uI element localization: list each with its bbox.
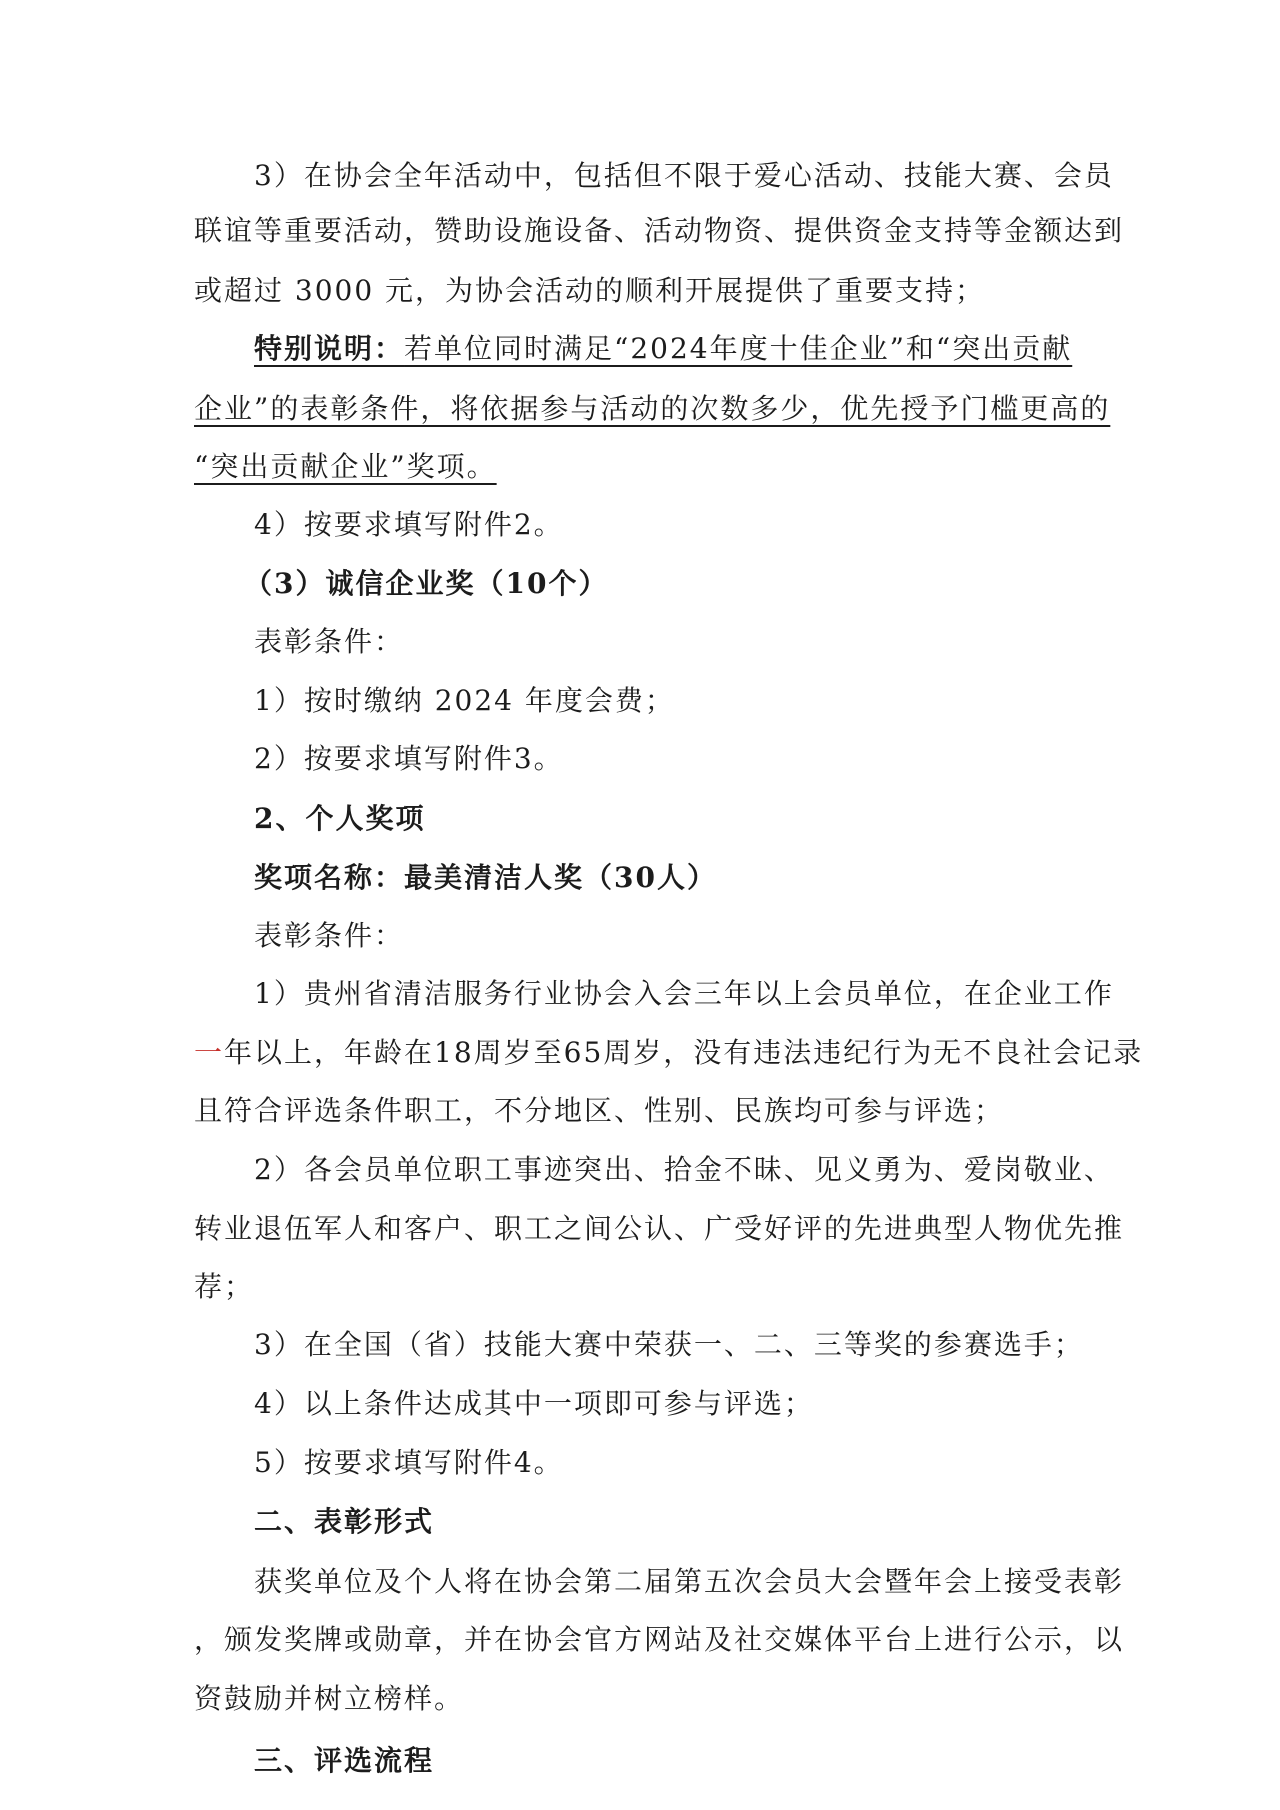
individual-item2-line3: 荐； [194,1270,255,1303]
individual-award-name: 奖项名称：最美清洁人奖（30人） [254,861,717,894]
item4: 4）按要求填写附件2。 [254,508,564,541]
integrity-award-title: （3）诚信企业奖（10个） [244,567,609,600]
item3-line2: 联谊等重要活动，赞助设施设备、活动物资、提供资金支持等金额达到 [194,214,1125,247]
individual-item2-line1: 2）各会员单位职工事迹突出、拾金不昧、见义勇为、爱岗敬业、 [254,1153,1114,1186]
section2-line3: 资鼓励并树立榜样。 [194,1682,465,1715]
individual-criteria-label: 表彰条件： [254,919,405,952]
individual-item1-line2 [194,1033,1143,1073]
item3-line3: 或超过 3000 元，为协会活动的顺利开展提供了重要支持； [194,274,986,307]
section2-line2: ，颁发奖牌或勋章，并在协会官方网站及社交媒体平台上进行公示，以 [194,1623,1125,1656]
section2-heading: 二、表彰形式 [254,1505,435,1538]
section3-heading: 三、评选流程 [254,1744,435,1777]
individual-item3: 3）在全国（省）技能大赛中荣获一、二、三等奖的参赛选手； [254,1328,1084,1361]
special-note-line3: “突出贡献企业”奖项。 [194,450,497,483]
special-note-line2: 企业”的表彰条件，将依据参与活动的次数多少，优先授予门槛更高的 [194,392,1111,425]
special-note-line1 [254,329,1072,369]
integrity-criteria-label: 表彰条件： [254,625,405,658]
special-note-text: 若单位同时满足“2024年度十佳企业”和“突出贡献 [404,332,1073,365]
item3-line1: 3）在协会全年活动中，包括但不限于爱心活动、技能大赛、会员 [254,159,1114,192]
individual-awards-heading: 2、个人奖项 [254,802,426,835]
special-note-label: 特别说明： [254,332,405,365]
individual-item1-line3: 且符合评选条件职工，不分地区、性别、民族均可参与评选； [194,1094,1005,1127]
individual-item5: 5）按要求填写附件4。 [254,1446,564,1479]
individual-item1-line2-text: 年以上，年龄在18周岁至65周岁，没有违法违纪行为无不良社会记录 [224,1036,1144,1069]
integrity-item1: 1）按时缴纳 2024 年度会费； [254,684,675,717]
individual-item1-line1: 1）贵州省清洁服务行业协会入会三年以上会员单位，在企业工作 [254,977,1114,1010]
individual-item4: 4）以上条件达成其中一项即可参与评选； [254,1387,814,1420]
individual-item2-line2: 转业退伍军人和客户、职工之间公认、广受好评的先进典型人物优先推 [194,1212,1125,1245]
integrity-item2: 2）按要求填写附件3。 [254,742,564,775]
section2-line1: 获奖单位及个人将在协会第二届第五次会员大会暨年会上接受表彰 [254,1565,1125,1598]
red-character: 一 [194,1036,225,1069]
